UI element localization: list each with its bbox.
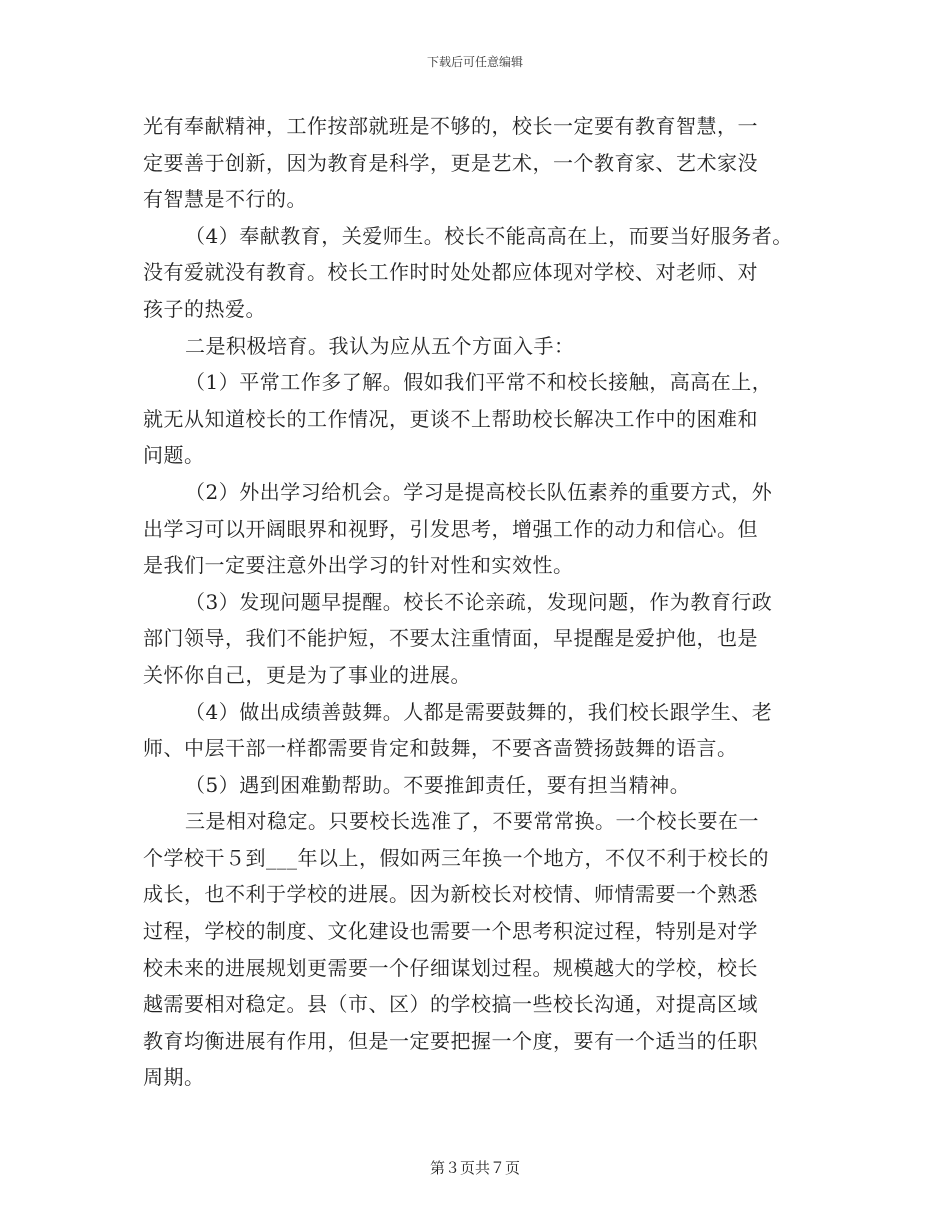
text-line: 教育均衡进展有作用，但是一定要把握一个度，要有一个适当的任职 [143,1028,758,1053]
page-number: 第３页共７页 [429,1159,520,1177]
text-line: （4）奉献教育，关爱师生。校长不能高高在上，而要当好服务者。 [185,223,793,248]
text-line: （3）发现问题早提醒。校长不论亲疏，发现问题，作为教育行政 [185,589,773,614]
text-line: 有智慧是不行的。 [143,187,307,212]
paragraph [143,584,823,694]
text-line: 过程，学校的制度、文化建设也需要一个思考积淀过程，特别是对学 [143,919,758,944]
text-line: 没有爱就没有教育。校长工作时时处处都应体现对学校、对老师、对 [143,260,758,285]
text-line: （4）做出成绩善鼓舞。人都是需要鼓舞的，我们校长跟学生、老 [185,699,773,724]
text-line: 是我们一定要注意外出学习的针对性和实效性。 [143,553,574,578]
paragraph [143,803,823,1096]
text-line: 周期。 [143,1065,205,1090]
paragraph [143,364,823,474]
text-line: （1）平常工作多了解。假如我们平常不和校长接触，高高在上， [185,370,773,395]
text-line: 出学习可以开阔眼界和视野，引发思考，增强工作的动力和信心。但 [143,516,758,541]
paragraph [143,328,823,365]
text-line: 孩子的热爱。 [143,296,266,321]
text-line: 二是积极培育。我认为应从五个方面入手： [185,333,575,358]
text-line: 三是相对稳定。只要校长选准了，不要常常换。一个校长要在一 [185,809,759,834]
text-line: （5）遇到困难勤帮助。不要推卸责任，要有担当精神。 [185,772,691,797]
text-line: 就无从知道校长的工作情况，更谈不上帮助校长解决工作中的困难和 [143,406,758,431]
text-line: 校未来的进展规划更需要一个仔细谋划过程。规模越大的学校，校长 [143,955,758,980]
text-line: 关怀你自己，更是为了事业的进展。 [143,662,471,687]
text-line: 问题。 [143,443,205,468]
page-header: 下载后可任意编辑 [426,55,523,69]
text-line: （2）外出学习给机会。学习是提高校长队伍素养的重要方式，外 [185,479,773,504]
paragraph [143,767,823,804]
paragraph [143,218,823,328]
text-line: 成长，也不利于学校的进展。因为新校长对校情、师情需要一个熟悉 [143,882,758,907]
text-line: 光有奉献精神，工作按部就班是不够的，校长一定要有教育智慧，一 [143,114,758,138]
paragraph [143,694,823,767]
text-line: 部门领导，我们不能护短，不要太注重情面，早提醒是爱护他，也是 [143,626,758,651]
paragraph [143,108,823,218]
paragraph [143,474,823,584]
text-line: 定要善于创新，因为教育是科学，更是艺术，一个教育家、艺术家没 [143,150,758,175]
text-line: 师、中层干部一样都需要肯定和鼓舞，不要吝啬赞扬鼓舞的语言。 [143,736,738,761]
text-line: 个学校干５到___年以上，假如两三年换一个地方，不仅不利于校长的 [143,845,769,870]
text-line: 越需要相对稳定。县（市、区）的学校搞一些校长沟通，对提高区域 [143,992,758,1017]
document-body [143,108,823,1096]
